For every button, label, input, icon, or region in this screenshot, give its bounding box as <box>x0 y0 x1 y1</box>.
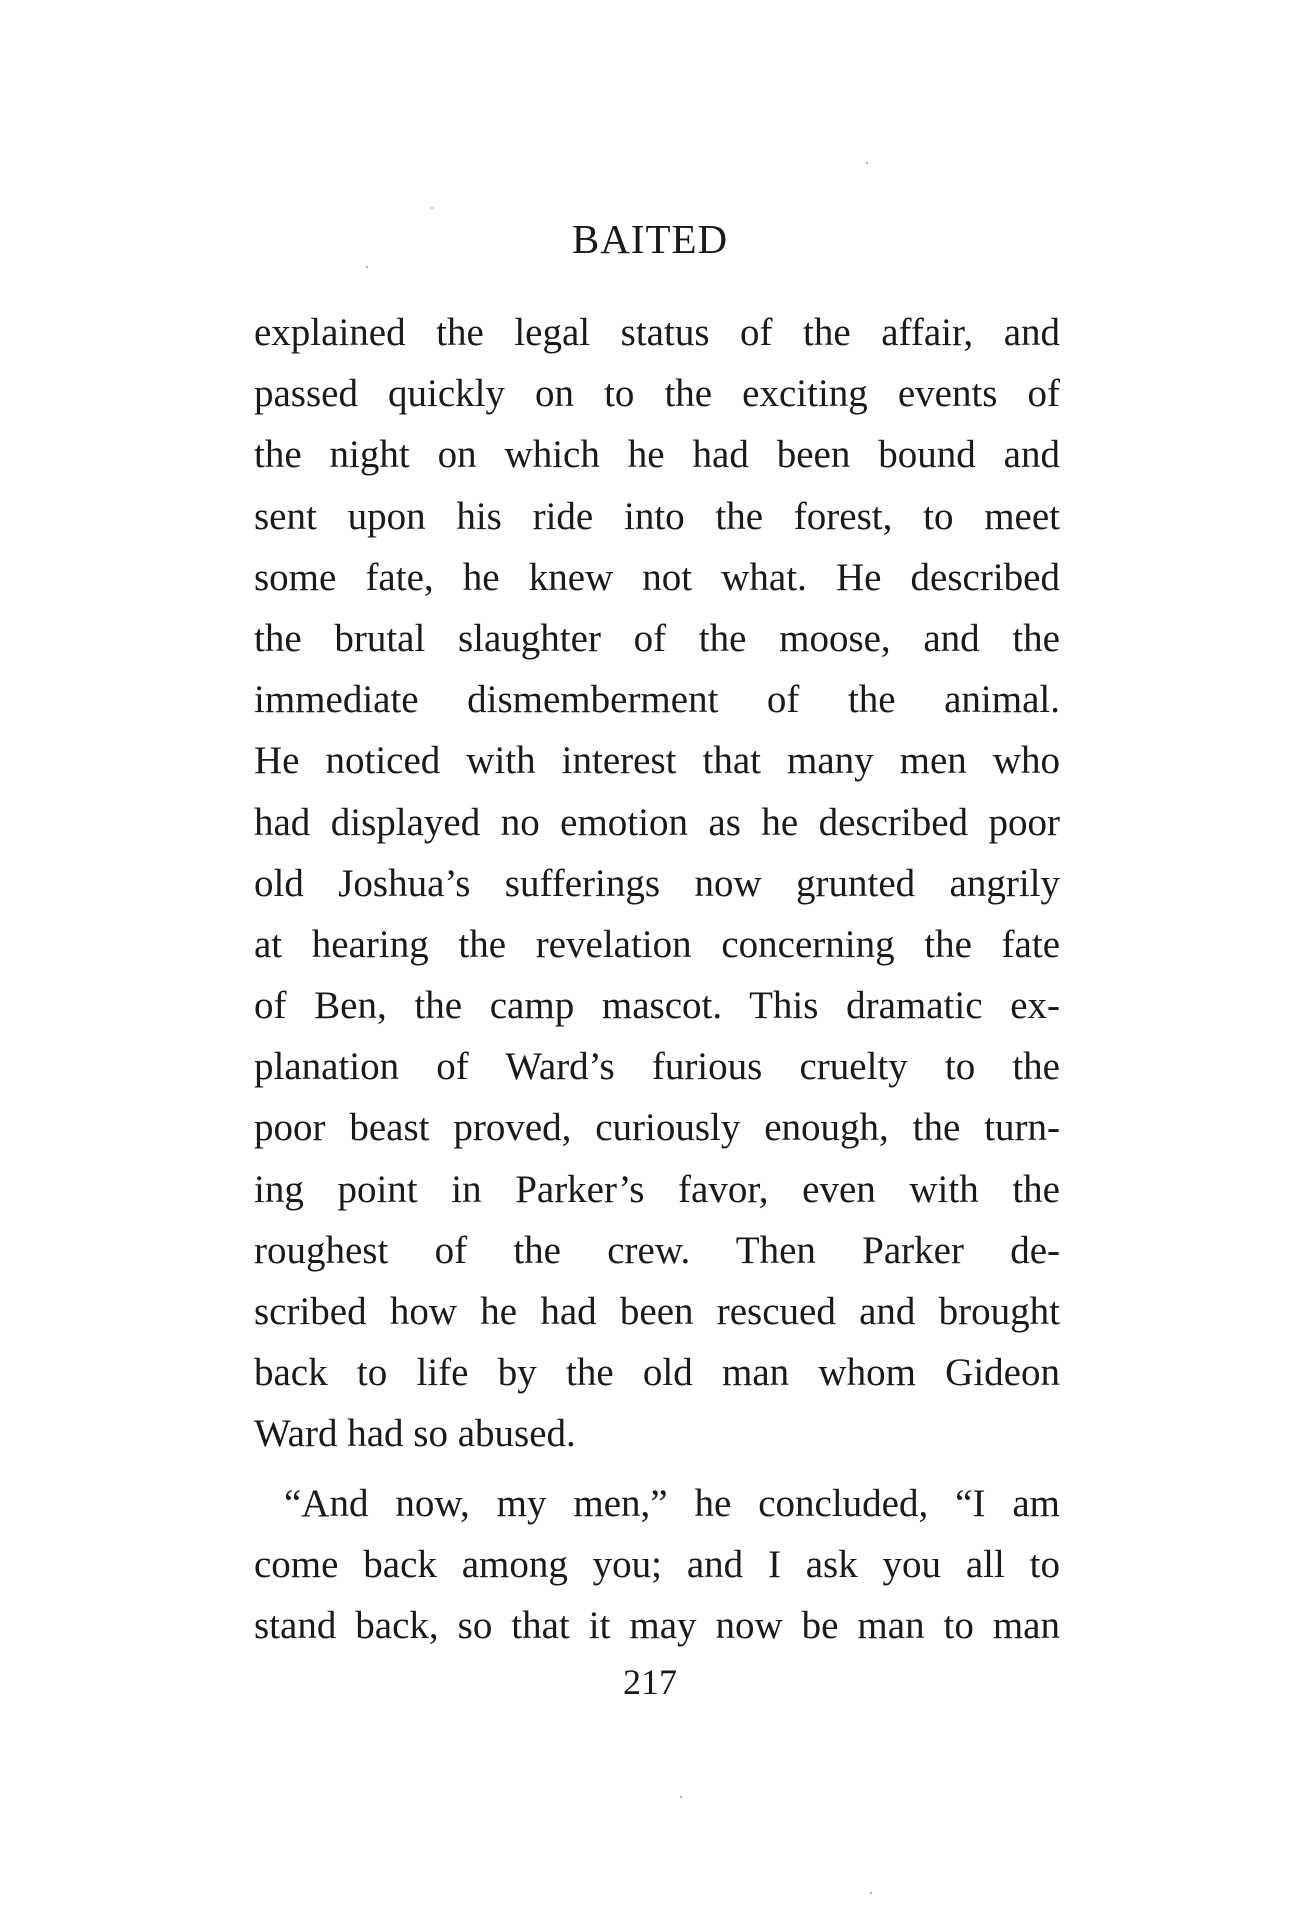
text-line: had displayed no emotion as he described poor <box>254 800 1060 844</box>
paper-speck <box>870 1892 872 1894</box>
text-line: ing point in Parker’s favor, even with the <box>254 1167 1060 1211</box>
paper-speck <box>366 266 368 268</box>
text-line: the night on which he had been bound and <box>254 433 1060 477</box>
text-line: come back among you; and I ask you all to <box>254 1542 1060 1586</box>
text-line: immediate dismemberment of the animal. <box>254 678 1060 722</box>
running-head: BAITED <box>571 216 729 262</box>
paragraph-2 <box>254 1473 1060 1657</box>
text-line: explained the legal status of the affair, and <box>254 311 1060 354</box>
text-line: scribed how he had been rescued and brought <box>254 1290 1060 1333</box>
text-line: stand back, so that it may now be man to man <box>254 1603 1060 1647</box>
text-line: of Ben, the camp mascot. This dramatic ex- <box>254 984 1060 1028</box>
paper-speck <box>680 1796 682 1798</box>
text-line: passed quickly on to the exciting events of <box>254 372 1060 416</box>
text-line: planation of Ward’s furious cruelty to the <box>254 1045 1060 1089</box>
text-line: old Joshua’s sufferings now grunted angrily <box>254 861 1060 905</box>
text-line: sent upon his ride into the forest, to meet <box>254 494 1060 538</box>
text-line: roughest of the crew. Then Parker de- <box>254 1228 1060 1272</box>
text-line: at hearing the revelation concerning the fate <box>254 922 1060 966</box>
text-line: Ward had so abused. <box>254 1412 576 1456</box>
text-line: back to life by the old man whom Gideon <box>254 1351 1060 1395</box>
text-line: “And now, my men,” he concluded, “I am <box>284 1481 1060 1525</box>
text-line: the brutal slaughter of the moose, and the <box>254 616 1060 660</box>
page-number: 217 <box>623 1662 677 1702</box>
body-text <box>254 302 1060 1656</box>
text-line: poor beast proved, curiously enough, the turn- <box>254 1106 1060 1150</box>
text-line: He noticed with interest that many men who <box>254 739 1060 783</box>
text-line: some fate, he knew not what. He described <box>254 555 1060 599</box>
paragraph-1 <box>254 302 1060 1465</box>
paragraph-gap <box>254 1465 1060 1473</box>
paper-speck <box>431 207 433 209</box>
paper-speck <box>866 162 868 164</box>
